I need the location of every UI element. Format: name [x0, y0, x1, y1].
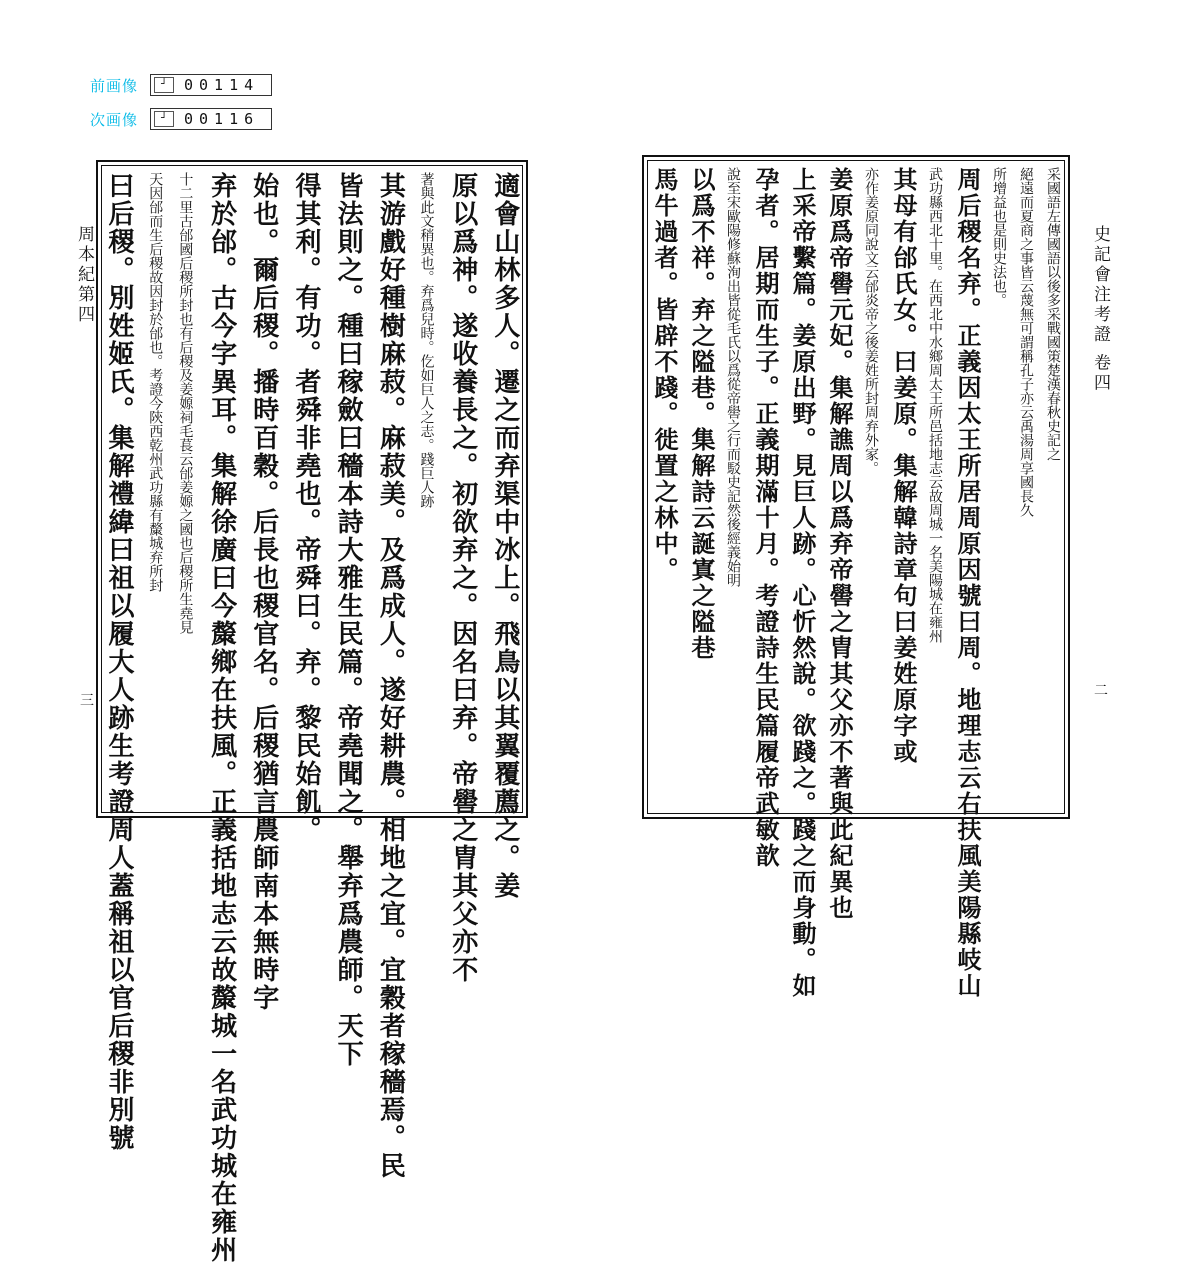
text-column: 原以爲神。遂收養長之。初欲弃之。因名曰弃。帝嚳之胄其父亦不 [447, 172, 478, 984]
text-column: 皆法則之。種曰稼斂曰穡本詩大雅生民篇。帝堯聞之。舉弃爲農師。天下 [333, 172, 364, 1068]
annotation-column: 所增益也是則史法也。 [991, 167, 1007, 307]
text-column: 得其利。有功。者舜非堯也。帝舜曰。弃。黎民始飢。 [290, 172, 321, 844]
prev-image-row [90, 74, 272, 96]
next-image-row [90, 108, 272, 130]
annotation-column: 亦作姜原同說文云邰炎帝之後姜姓所封周弃外家。 [863, 167, 879, 475]
right-page [642, 155, 1070, 999]
text-column: 上采帝繫篇。姜原出野。見巨人跡。心忻然說。欲踐之。踐之而身動。如 [788, 167, 817, 999]
text-column: 弃於邰。古今字異耳。集解徐廣曰今斄鄉在扶風。正義括地志云故斄城一名武功城在雍州 [206, 172, 237, 1264]
page-corner-icon: ┘ [154, 111, 174, 127]
annotation-column: 著與此文稍異也。弃爲兒時。仡如巨人之志。踐巨人跡 [418, 172, 435, 508]
text-column: 以爲不祥。弃之隘巷。集解詩云誕寘之隘巷 [687, 167, 716, 661]
right-folio: 二 [1094, 683, 1108, 699]
text-column: 其母有邰氏女。曰姜原。集解韓詩章句曰姜姓原字或 [889, 167, 918, 765]
text-column: 姜原爲帝嚳元妃。集解譙周以爲弃帝嚳之胄其父亦不著與此紀異也 [825, 167, 854, 921]
text-column: 適會山林多人。遷之而弃渠中冰上。飛鳥以其翼覆薦之。姜 [489, 172, 520, 900]
text-column: 曰后稷。別姓姬氏。集解禮緯曰祖以履大人跡生考證周人蓋稱祖以官后稷非別號 [104, 172, 134, 1152]
annotation-column: 十二里古邰國后稷所封也有后稷及姜嫄祠毛萇云邰姜嫄之國也后稷所生堯見 [177, 172, 194, 634]
next-image-link[interactable]: 次画像 [90, 110, 139, 129]
left-page [96, 160, 528, 1264]
text-column: 馬牛過者。皆辟不踐。徙置之林中。 [650, 167, 679, 583]
annotation-column: 說至宋歐陽修蘇洵出皆從毛氏以爲從帝嚳之行而駁史記然後經義始明 [725, 167, 741, 587]
right-page-columns [650, 167, 1061, 999]
annotation-column: 絕遠而夏商之事皆云蔑無可謂稱孔子亦云禹湯周享國長久 [1018, 167, 1034, 517]
text-column: 孕者。居期而生子。正義期滿十月。考證詩生民篇履帝武敏歆 [751, 167, 780, 869]
left-margin-title: 周本紀第四 [74, 225, 94, 325]
page-corner-icon: ┘ [154, 77, 174, 93]
right-margin-title: 史記會注考證 卷四 [1090, 225, 1110, 394]
annotation-column: 武功縣西北十里。在西北中水鄉周太王所邑括地志云故周城一名美陽城在雍州 [927, 167, 943, 643]
left-folio: 三 [80, 693, 94, 709]
left-page-columns [104, 172, 520, 1264]
annotation-column: 采國語左傳國語以後多采戰國策楚漢春秋史記之 [1045, 167, 1061, 461]
text-column: 周后稷名弃。正義因太王所居周原因號曰周。地理志云右扶風美陽縣岐山 [953, 167, 982, 999]
text-column: 始也。爾后稷。播時百穀。后長也稷官名。后稷猶言農師南本無時字 [248, 172, 279, 1012]
prev-image-link[interactable]: 前画像 [90, 76, 139, 95]
prev-image-box[interactable] [150, 74, 272, 96]
next-image-box[interactable] [150, 108, 272, 130]
next-image-number: 00116 [184, 110, 260, 128]
annotation-column: 天因邰而生后稷故因封於邰也。考證今陝西乾州武功縣有斄城弃所封 [147, 172, 164, 592]
prev-image-number: 00114 [184, 76, 260, 94]
text-column: 其游戲好種樹麻菽。麻菽美。及爲成人。遂好耕農。相地之宜。宜穀者稼穡焉。民 [375, 172, 406, 1180]
